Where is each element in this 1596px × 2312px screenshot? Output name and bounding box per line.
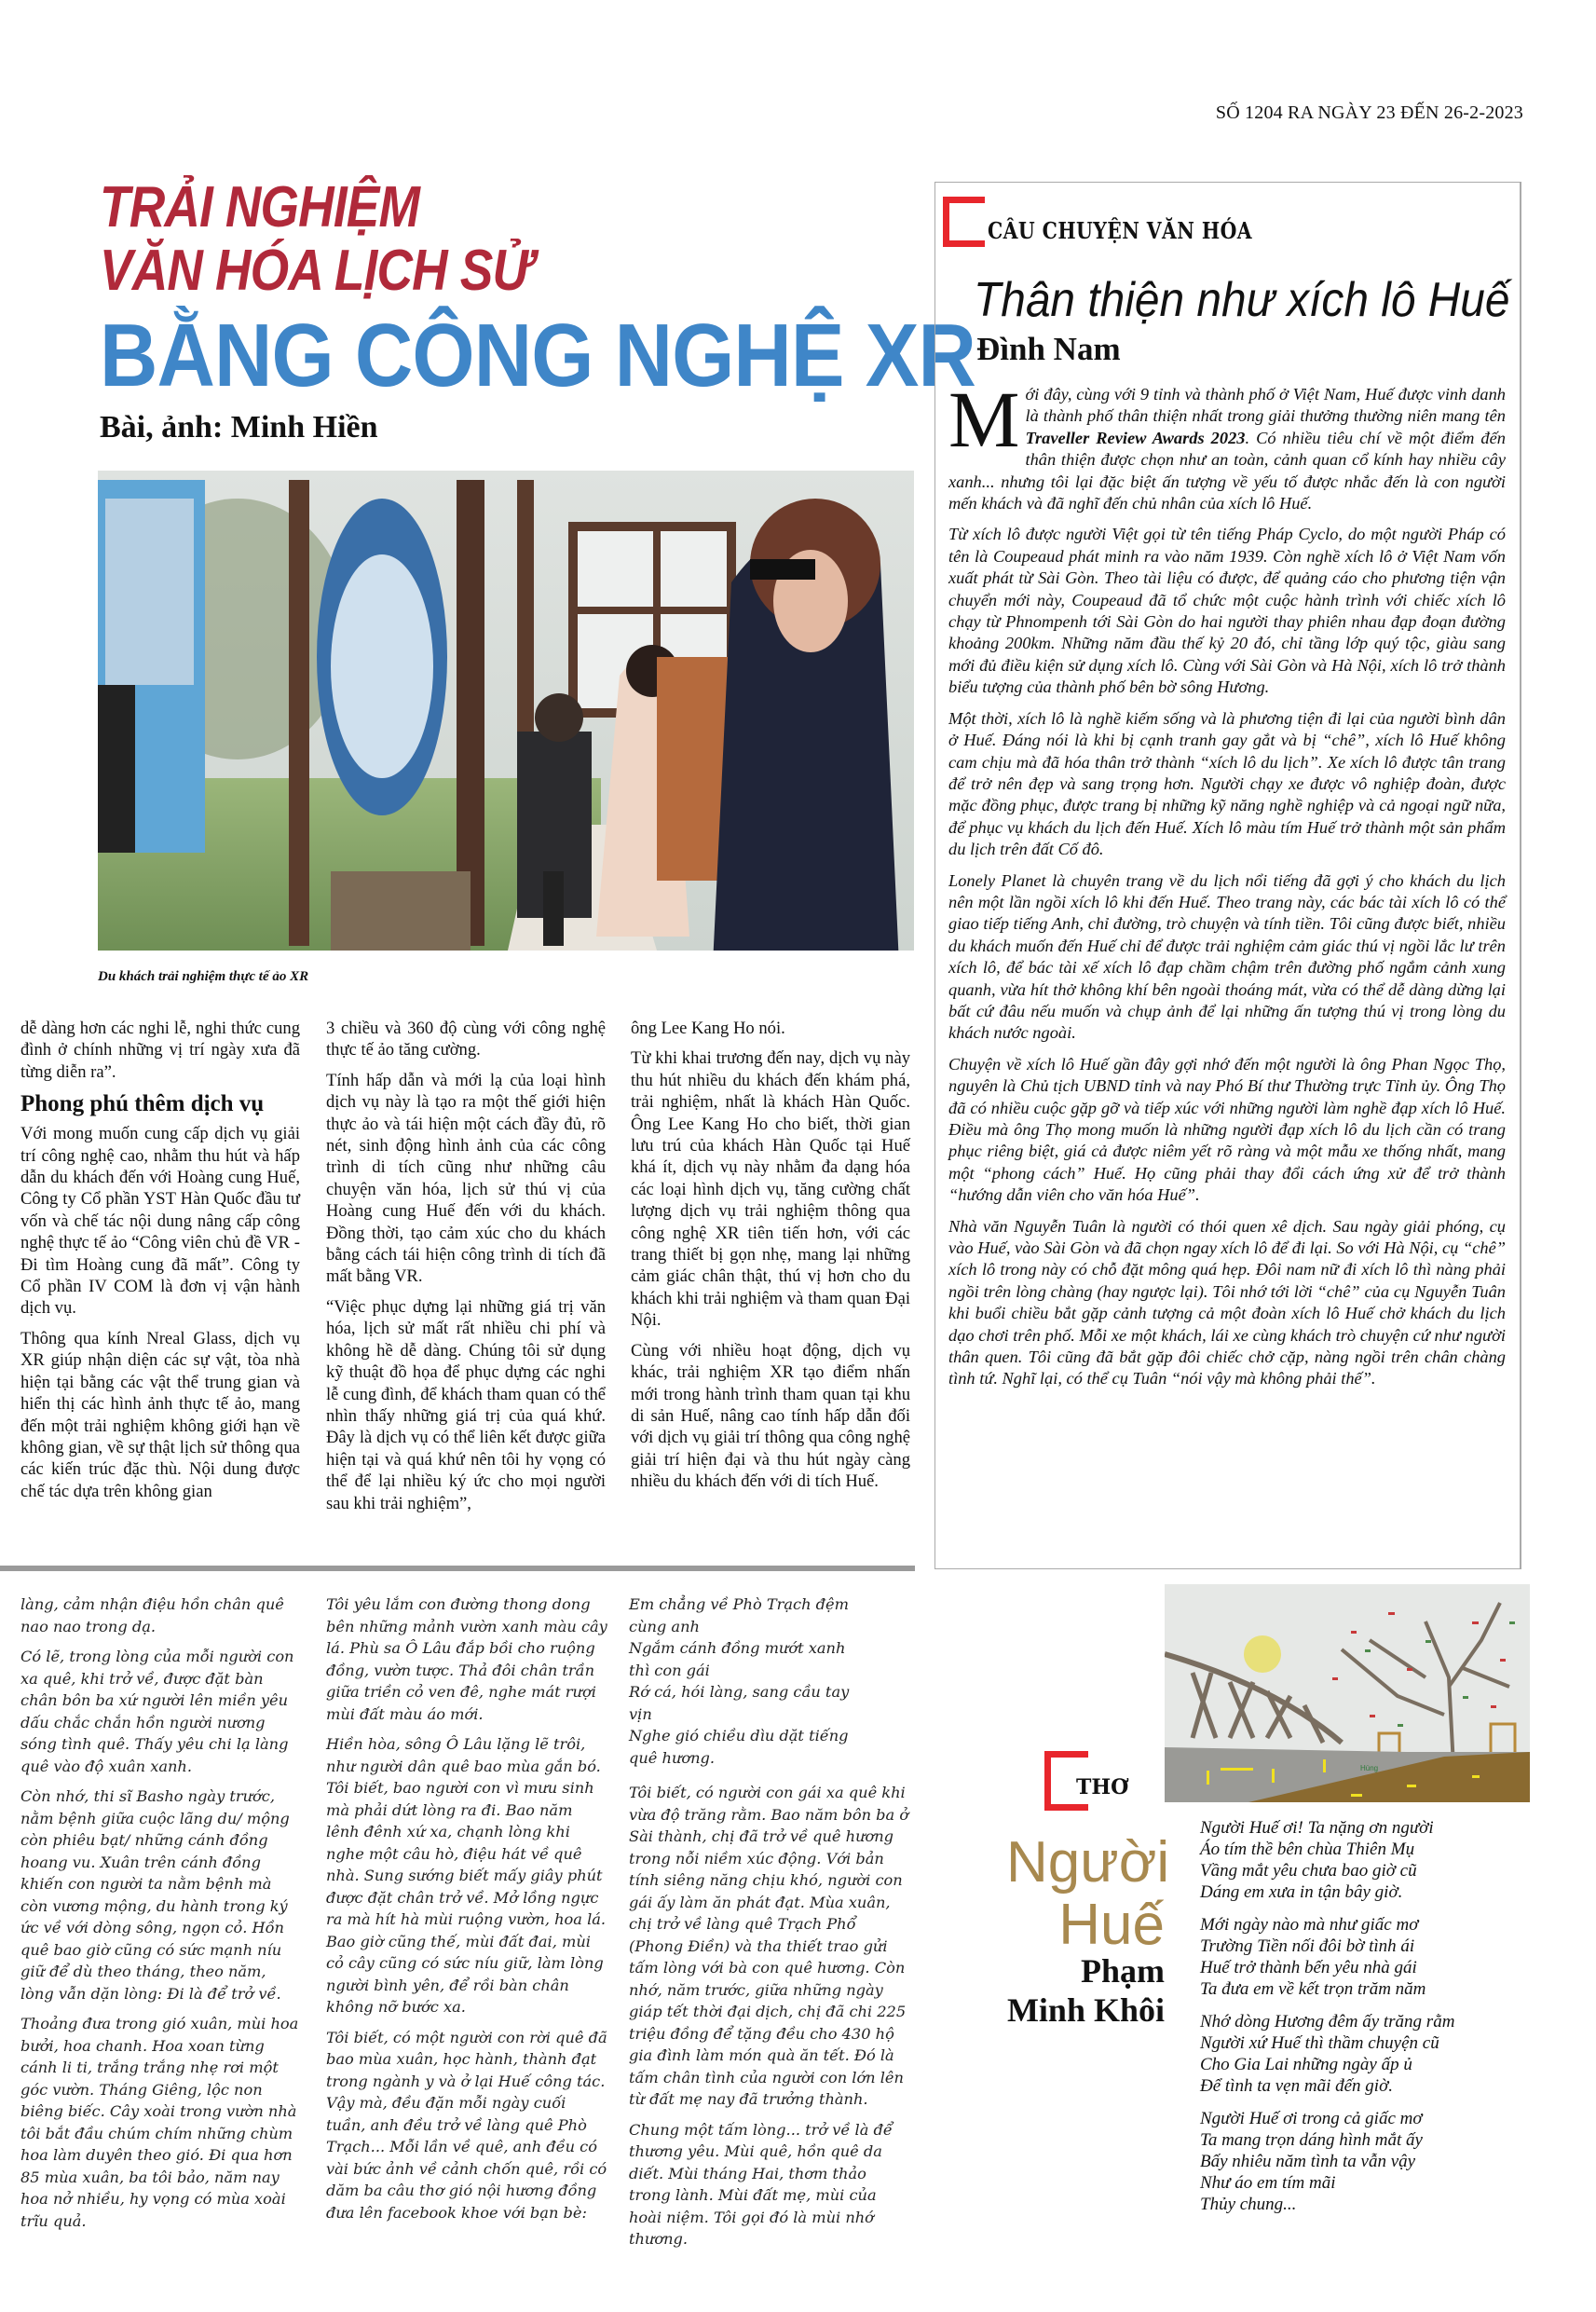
paragraph: Từ khi khai trương đến nay, dịch vụ này thu hút nhiều du khách đến khám phá, trải nghiệm, nhất là khách Hàn Quốc. Ông Lee Kang Ho cho biết, thời gian lưu trú của khách Hàn Quốc tại Huế khá ít, dịch vụ này nhằm đa dạng hóa các loại hình dịch vụ, tăng cường chất lượng dịch vụ trải nghiệm thông qua công nghệ XR tiên tiến hơn, với các trang thiết bị gọn nhẹ, mang lại những cảm giác chân thật, thú vị hơn cho du khách khi trải nghiệm và tham quan Đại Nội. bbox=[631, 1048, 910, 1331]
essay-column-1 bbox=[20, 1594, 302, 2240]
verse-line: Ngắm cánh đồng mướt xanh thì con gái bbox=[629, 1639, 846, 1679]
poem-line: Dáng em xưa in tận bây giờ. bbox=[1200, 1882, 1403, 1902]
article-column-3 bbox=[631, 1018, 910, 1501]
paragraph: Cùng với nhiều hoạt động, dịch vụ khác, trải nghiệm XR tạo điểm nhấn mới trong hành trình tham quan tại khu di sản Huế, nâng cao tính hấp dẫn đối với dịch vụ giải trí thông qua công nghệ giải trí hiện đại và thu hút ngày càng nhiều du khách đến với di tích Huế. bbox=[631, 1340, 910, 1492]
essay-column-2 bbox=[326, 1594, 607, 2232]
section-divider bbox=[0, 1566, 915, 1571]
poem-line: Mới ngày nào mà như giấc mơ bbox=[1200, 1915, 1419, 1935]
section-bracket-icon bbox=[943, 197, 985, 247]
poem-line: Ta mang trọn dáng hình mắt ấy bbox=[1200, 2130, 1423, 2150]
section-label: CÂU CHUYỆN VĂN HÓA bbox=[988, 217, 1253, 244]
poem-stanza bbox=[1200, 1817, 1454, 1903]
paragraph: “Việc phục dựng lại những giá trị văn hóa, lịch sử mất rất nhiều chi phí và không hề dễ dàng. Chúng tôi sử dụng kỹ thuật đồ họa để phục dựng các nghi lễ cung đình, để khách tham quan có thể nhìn thấy những giá trị của quá khứ. Đây là dịch vụ có thể liên kết được giữa hiện tại và quá khứ nên tôi hy vọng có thể để lại nhiều ký ức cho mọi người sau khi trải nghiệm”, bbox=[326, 1296, 606, 1513]
poem-line: Huế trở thành bến yêu nhà gái bbox=[1200, 1958, 1417, 1977]
article-column-2 bbox=[326, 1018, 606, 1523]
text: ới đây, cùng với 9 tỉnh và thành phố ở Việt Nam, Huế được vinh danh là thành phố thân thiện nhất trong giải thưởng thường niên mang tên bbox=[1025, 385, 1506, 426]
poem-stanza bbox=[1200, 1914, 1454, 2000]
verse-line: Em chẳng về Phò Trạch đệm cùng anh bbox=[629, 1595, 849, 1635]
article-title-line1: TRẢI NGHIỆM bbox=[100, 175, 420, 239]
paragraph: Có lẽ, trong lòng của mỗi người con xa quê, khi trở về, được đặt bàn chân bôn ba xứ người lên miền yêu dấu chắc chắn hồn người nương sóng tình quê. Thấy yêu chi lạ làng quê vào độ xuân xanh. bbox=[20, 1648, 294, 1775]
poem-line: Vầng mắt yêu chưa bao giờ cũ bbox=[1200, 1861, 1417, 1881]
paragraph: Tôi yêu lắm con đường thong dong bên những mảnh vườn xanh màu cây lá. Phù sa Ô Lâu đắp bồi cho ruộng đồng, vườn tược. Thả đôi chân trần giữa triền cỏ ven đê, nghe mát rượi mùi đất màu áo mới. bbox=[326, 1595, 607, 1723]
poem-line: Trường Tiền nối đôi bờ tình ái bbox=[1200, 1936, 1415, 1956]
poem-line: Nhớ dòng Hương đêm ấy trăng rằm bbox=[1200, 2012, 1455, 2032]
article-photo bbox=[98, 471, 914, 951]
poem-illustration bbox=[1165, 1584, 1530, 1802]
culture-box-body bbox=[948, 375, 1506, 1400]
paragraph: 3 chiều và 360 độ cùng với công nghệ thực tế ảo tăng cường. bbox=[326, 1019, 606, 1060]
article-title-line3: BẰNG CÔNG NGHỆ XR bbox=[100, 306, 975, 405]
paragraph: Nhà văn Nguyễn Tuân là người có thói quen xê dịch. Sau ngày giải phóng, cụ vào Huế, vào Sài Gòn và đã chọn ngay xích lô để đi lại. So với Hà Nội, cụ “chê” xích lô trong này có chỗ đặt mông quá hẹp. Đôi nam nữ đi xích lô thì nàng phải ngồi trên lòng chàng (hay ngược lại). Tôi nhớ tới lời “chê” của cụ Nguyễn Tuân khi buổi chiều bắt gặp cảnh tượng cả một đoàn xích lô Huế chở khách du lịch dạo chơi trên phố. Mỗi xe một khách, lái xe cùng khách trò chuyện cứ như người thân quen. Tôi cũng đã bắt gặp đôi chiếc chở cặp, nàng ngồi trên chân chàng tình tứ. Nghĩ lại, có thể cụ Tuân “nói vậy mà không phải thế”. bbox=[948, 1216, 1506, 1389]
poem-line: Áo tím thề bên chùa Thiên Mụ bbox=[1200, 1840, 1415, 1859]
poem-line: Để tình ta vẹn mãi đến giờ. bbox=[1200, 2076, 1393, 2096]
paragraph: Tôi biết, có người con gái xa quê khi vừa độ trăng rằm. Bao năm bôn ba ở Sài thành, chị đã trở về quê hương trong nỗi niềm xúc động. Với bản tính siêng năng chịu khó, người con gái ấy làm ăn phát đạt. Mùa xuân, chị trở về làng quê Trạch Phổ (Phong Điền) và tha thiết trao gửi tấm lòng với bà con quê hương. Còn nhớ, năm trước, giữa những ngày giáp tết thời đại dịch, chị đã chi 225 triệu đồng để tặng đều cho 430 hộ gia đình làm món quà ăn tết. Đó là tấm chân tình của người con lớn lên từ đất mẹ nay đã trưởng thành. bbox=[629, 1784, 909, 2108]
paragraph: Với mong muốn cung cấp dịch vụ giải trí công nghệ cao, nhằm thu hút và hấp dẫn du khách đến với Hoàng cung Huế, Công ty Cổ phần YST Hàn Quốc đầu tư vốn và chế tác nội dung nâng cấp công nghệ thực tế ảo “Công viên chủ đề VR - Đi tìm Hoàng cung đã mất”. Công ty Cổ phần IV COM là đơn vị vận hành dịch vụ. bbox=[20, 1124, 300, 1319]
paragraph: Còn nhớ, thi sĩ Basho ngày trước, nằm bệnh giữa cuộc lãng du/ mộng còn phiêu bạt/ những cánh đồng hoang vu. Xuân trên cánh đồng khiến con người ta nằm bệnh mà còn vương mộng, du hành trong ký ức về với dòng sông, ngọn cỏ. Hồn quê bao giờ cũng có sức mạnh níu giữ để dù theo tháng, theo năm, lòng vẫn dặn lòng: Đi là để trở về. bbox=[20, 1787, 290, 2003]
paragraph: Tính hấp dẫn và mới lạ của loại hình dịch vụ này là tạo ra một thế giới hiện thực ảo và tái hiện một cách đầy đủ, rõ nét, sinh động hình ảnh của các công trình di tích cũng như những câu chuyện văn hóa, lịch sử thú vị của Hoàng cung Huế đến với du khách. Đồng thời, tạo cảm xúc cho du khách bằng cách tái hiện công trình di tích đã mất bằng VR. bbox=[326, 1070, 606, 1287]
paragraph: làng, cảm nhận điệu hồn chân quê nao nao trong dạ. bbox=[20, 1595, 284, 1635]
culture-box-title: Thân thiện như xích lô Huế bbox=[974, 273, 1510, 327]
poem-line: Bấy nhiêu năm tình ta vẫn vậy bbox=[1200, 2152, 1416, 2171]
issue-date: SỐ 1204 RA NGÀY 23 ĐẾN 26-2-2023 bbox=[1215, 103, 1523, 123]
verse-line: Rớ cá, hói làng, sang cầu tay vịn bbox=[629, 1683, 850, 1723]
text: . Có nhiều tiêu chí về một điểm đến thân thiện được chọn như an toàn, cảnh quan cổ kính hay nhiều cây xanh... nhưng tôi lại đặc biệt ấn tượng về yếu tố được nhắc đến là con người mến khách và đã nghĩ đến chủ nhân của xích lô Huế. bbox=[948, 428, 1506, 513]
poem-stanza bbox=[1200, 2011, 1454, 2097]
poem-line: Cho Gia Lai những ngày ấp ủ bbox=[1200, 2055, 1412, 2074]
paragraph: Từ xích lô được người Việt gọi từ tên tiếng Pháp Cyclo, do một người Pháp có tên là Coupeaud phát minh ra vào năm 1939. Còn nghề xích lô ở Việt Nam vốn xuất phát từ Sài Gòn. Theo tài liệu có được, để quảng cáo cho phương tiện vận chuyển mới này, Coupeaud đã tổ chức một cuộc hành trình với chiếc xích lô chạy từ Phnompenh tới Sài Gòn do hai người thay phiên nhau đạp đoạn đường khoảng 200km. Những năm đầu thế kỷ 20 đó, chỉ tầng lớp quý tộc, giàu sang mới đủ điều kiện sử dụng xích lô. Cùng với Sài Gòn và Hà Nội, xích lô trở thành biểu tượng của thành phố bên bờ sông Hương. bbox=[948, 525, 1506, 697]
photo-caption: Du khách trải nghiệm thực tế ảo XR bbox=[98, 969, 309, 984]
paragraph: Một thời, xích lô là nghề kiếm sống và là phương tiện đi lại của người bình dân ở Huế. Đáng nói là khi bị cạnh tranh gay gắt và bị “chê”, xích lô Huế không cam chịu mà đã hóa thân trở thành “xích lô du lịch”. Xe xích lô được tân trang để trở nên đẹp và sang trọng hơn. Người chạy xe được vô nghiệp đoàn, được mặc đồng phục, được trang bị những kỹ năng nghề nghiệp và cả ngoại ngữ nữa, để phục vụ khách du lịch đến Huế. Xích lô màu tím Huế trở thành một sản phẩm du lịch trên đất Cố đô. bbox=[948, 708, 1506, 859]
subheading: Phong phú thêm dịch vụ bbox=[20, 1091, 265, 1117]
paragraph: ông Lee Kang Ho nói. bbox=[631, 1019, 785, 1038]
poem-line: Người Huế ơi! Ta nặng ơn người bbox=[1200, 1818, 1434, 1838]
award-name: Traveller Review Awards 2023 bbox=[1025, 428, 1246, 447]
culture-box-author: Đình Nam bbox=[976, 331, 1121, 367]
poem-stanza bbox=[1200, 2108, 1454, 2215]
paragraph: Thông qua kính Nreal Glass, dịch vụ XR giúp nhận diện các sự vật, tòa nhà hiện tại bằng các vật thể trung gian và hiển thị các hình ảnh thực tế ảo, mang đến một trải nghiệm không giới hạn về không gian, về sự thật lịch sử thông qua các kiến trúc đặc thù. Nội dung được chế tác dựa trên không gian bbox=[20, 1328, 300, 1501]
paragraph: Tôi biết, có một người con rời quê đã bao mùa xuân, học hành, thành đạt trong ngành y và ở lại Huế công tác. Vậy mà, đều đặn mỗi ngày cuối tuần, anh đều trở về làng quê Phò Trạch... Mỗi lần về quê, anh đều có vài bức ảnh về cảnh chốn quê, rồi có dăm ba câu thơ gió nội hương đồng đưa lên facebook khoe với bạn bè: bbox=[326, 2028, 607, 2222]
article-byline: Bài, ảnh: Minh Hiền bbox=[100, 410, 378, 445]
poem-line: Người Huế ơi trong cả giấc mơ bbox=[1200, 2109, 1423, 2128]
poem-author-line2: Minh Khôi bbox=[1006, 1991, 1165, 2029]
paragraph: Hiền hòa, sông Ô Lâu lặng lẽ trôi, như người dân quê bao mùa gắn bó. Tôi biết, bao người con vì mưu sinh mà phải dứt lòng ra đi. Bao năm lênh đênh xứ xa, chạnh lòng khi nghe một câu hò, điệu hát về quê nhà. Sung sướng biết mấy giây phút được đặt chân trở về. Mở lồng ngực ra mà hít hà mùi ruộng vườn, hoa lá. Bao giờ cũng thế, mùi đất đai, mùi cỏ cây cũng có sức níu giữ, làm lòng người bình yên, để rồi bàn chân không nỡ bước xa. bbox=[326, 1735, 607, 2016]
poem-line: Người xứ Huế thì thầm chuyện cũ bbox=[1200, 2033, 1439, 2053]
paragraph: Chuyện về xích lô Huế gần đây gợi nhớ đến một người là ông Phan Ngọc Thọ, nguyên là Chủ tịch UBND tỉnh và nay Phó Bí thư Thường trực Tỉnh ủy. Ông Thọ đã có nhiều cuộc gặp gỡ và tiếp xúc với những người làm nghề đạp xích lô Huế. Điều mà ông Thọ mong muốn là những người đạp xích lô du lịch cần có trang phục riêng biệt, giá cả được niêm yết rõ ràng và một mẫu xe thống nhất, mang một “phong cách” Huế. Họ cũng phải thay đổi cách ứng xử để trở thành “hướng dẫn viên cho văn hóa Huế”. bbox=[948, 1054, 1506, 1205]
poem-author-line1: Phạm bbox=[1081, 1952, 1165, 1990]
paragraph bbox=[948, 375, 1506, 514]
drop-cap: M bbox=[948, 375, 1020, 464]
poem-title-line2: Huế bbox=[1058, 1893, 1165, 1957]
illustration-signature: Hùng bbox=[1360, 1764, 1379, 1772]
poem-line: Thủy chung... bbox=[1200, 2195, 1297, 2214]
poem-line: Như áo em tím mãi bbox=[1200, 2173, 1336, 2193]
essay-column-3 bbox=[629, 1594, 910, 2259]
poem-body bbox=[1200, 1817, 1454, 2226]
paragraph: Thoảng đưa trong gió xuân, mùi hoa bưởi, hoa chanh. Hoa xoan từng cánh li ti, trắng trắng nhẹ rơi một góc vườn. Tháng Giêng, lộc non biêng biếc. Cây xoài trong vườn nhà tôi bắt đầu chúm chím những chùm hoa làm duyên theo gió. Đi qua hơn 85 mùa xuân, ba tôi bảo, năm nay hoa nở nhiều, hy vọng có mùa xoài trĩu quả. bbox=[20, 2015, 299, 2230]
poem-title-line1: Người bbox=[1006, 1830, 1170, 1895]
paragraph: Chung một tấm lòng... trở về là để thương yêu. Mùi quê, hồn quê da diết. Mùi tháng Hai, thơm thảo trong lành. Mùi đất mẹ, mùi của hoài niệm. Tôi gọi đó là mùi nhớ thương. bbox=[629, 2120, 893, 2248]
paragraph: Lonely Planet là chuyên trang về du lịch nổi tiếng đã gợi ý cho khách du lịch nên một lần ngồi xích lô khi đến Huế. Theo trang này, các bác tài xích lô có thể giao tiếp tiếng Anh, chỉ đường, trò chuyện và tính tiền. Tôi cũng được biết, nhiều du khách muốn đến Huế chỉ để được trải nghiệm cảm giác thú vị ngồi lắc lư trên xích lô, để bác tài xế xích lô đạp chầm chậm trên đường phố ngắm cảnh xung quanh, vừa hít thở không khí bên ngoài thoáng mát, vừa có thể dễ dàng dừng lại bất cứ đâu nếu muốn và chụp ảnh để lại những ấn tượng thú vị trong lòng du khách nước ngoài. bbox=[948, 870, 1506, 1043]
article-column-1 bbox=[20, 1018, 300, 1511]
paragraph: dễ dàng hơn các nghi lễ, nghi thức cung đình ở chính những vị trí ngày xưa đã từng diễn ra”. bbox=[20, 1019, 300, 1082]
article-title-line2: VĂN HÓA LỊCH SỬ bbox=[100, 239, 532, 303]
poem-line: Ta đưa em về kết trọn trăm năm bbox=[1200, 1979, 1426, 1999]
verse-line: Nghe gió chiều dìu dặt tiếng quê hương. bbox=[629, 1727, 849, 1767]
section-label: THƠ bbox=[1076, 1775, 1129, 1799]
